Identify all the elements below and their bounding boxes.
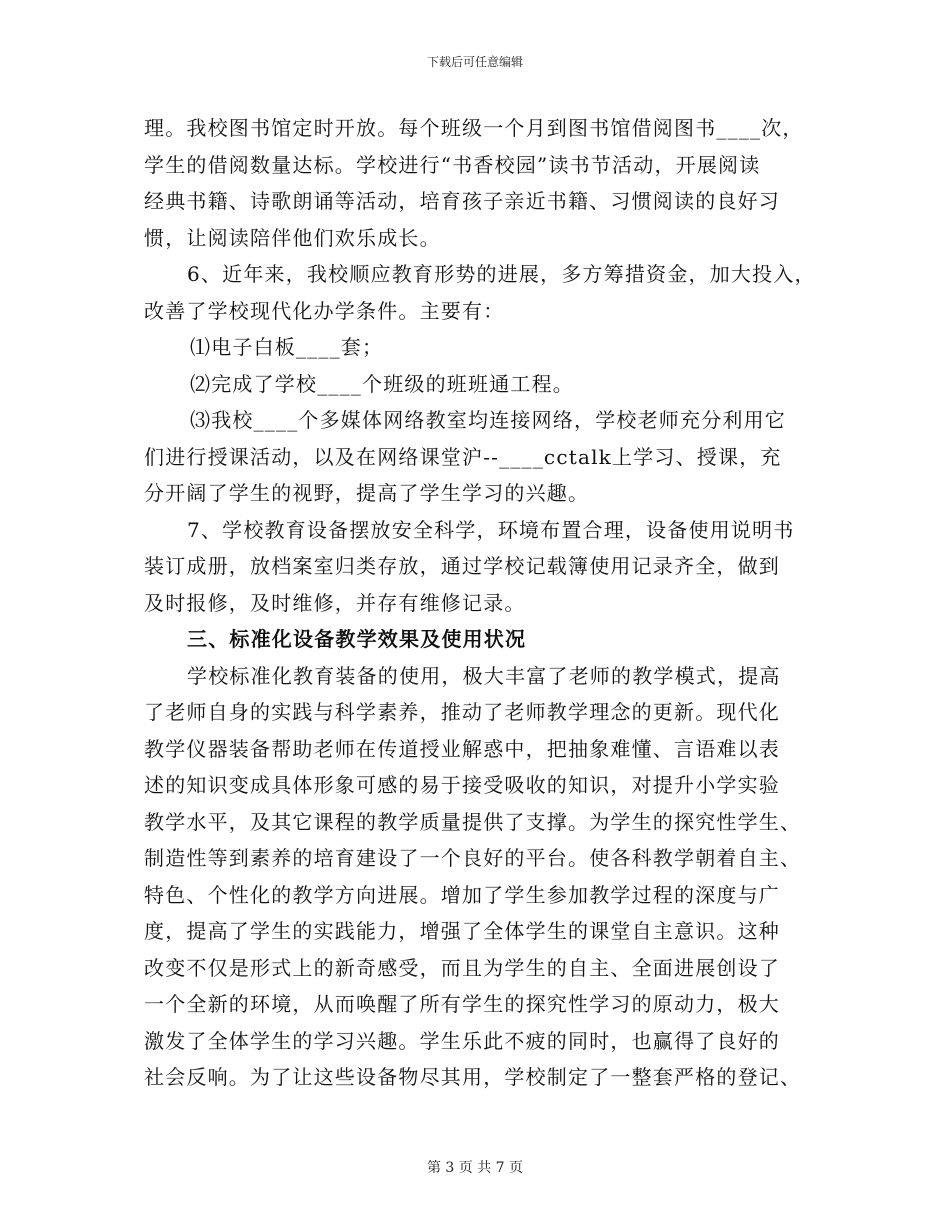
page-footer: 第 3 页 共 7 页	[426, 1160, 524, 1176]
body-line: 教学仪器装备帮助老师在传道授业解惑中，把抽象难懂、言语难以表	[144, 736, 780, 761]
body-line: 学生的借阅数量达标。学校进行“书香校园”读书节活动，开展阅读	[144, 152, 761, 177]
section-heading: 三、标准化设备教学效果及使用状况	[187, 627, 527, 651]
sub-item-1: ⑴电子白板____套；	[190, 335, 384, 359]
body-line: 教学水平，及其它课程的教学质量提供了支撑。为学生的探究性学生、	[144, 809, 802, 834]
document-body	[144, 110, 814, 1096]
body-line: 改善了学校现代化办学条件。主要有：	[144, 298, 505, 323]
body-line: 经典书籍、诗歌朗诵等活动，培育孩子亲近书籍、习惯阅读的良好习	[144, 189, 780, 213]
body-line: 们进行授课活动，以及在网络课堂沪--____cctalk上学习、授课，充	[144, 444, 782, 469]
body-line: 惯，让阅读陪伴他们欢乐成长。	[144, 225, 441, 250]
body-line: 装订成册，放档案室归类存放，通过学校记载簿使用记录齐全，做到	[144, 554, 780, 578]
body-line: 及时报修，及时维修，并存有维修记录。	[144, 590, 526, 615]
sub-item-2: ⑵完成了学校____个班级的班班通工程。	[190, 371, 574, 396]
body-line: 分开阔了学生的视野，提高了学生学习的兴趣。	[144, 481, 590, 505]
body-line: 理。我校图书馆定时开放。每个班级一个月到图书馆借阅图书____次，	[144, 116, 804, 140]
sub-item-3: ⑶我校____个多媒体网络教室均连接网络，学校老师充分利用它	[190, 408, 786, 432]
body-line: 改变不仅是形式上的新奇感受，而且为学生的自主、全面进展创设了	[144, 955, 780, 980]
list-item-7: 7、学校教育设备摆放安全科学，环境布置合理，设备使用说明书	[187, 517, 795, 542]
body-line: 述的知识变成具体形象可感的易于接受吸收的知识，对提升小学实验	[144, 773, 780, 797]
body-line: 了老师自身的实践与科学素养，推动了老师教学理念的更新。现代化	[144, 700, 780, 724]
body-line: 度，提高了学生的实践能力，增强了全体学生的课堂自主意识。这种	[144, 919, 780, 943]
list-item-6: 6、近年来，我校顺应教育形势的进展，多方筹措资金，加大投入，	[187, 262, 816, 286]
body-line: 一个全新的环境，从而唤醒了所有学生的探究性学习的原动力，极大	[144, 992, 780, 1016]
paragraph-start: 学校标准化教育装备的使用，极大丰富了老师的教学模式，提高	[187, 663, 781, 688]
body-line: 特色、个性化的教学方向进展。增加了学生参加教学过程的深度与广	[144, 882, 780, 907]
page-header: 下载后可任意编辑	[426, 55, 523, 69]
body-line: 激发了全体学生的学习兴趣。学生乐此不疲的同时，也赢得了良好的	[144, 1028, 780, 1053]
body-line: 社会反响。为了让这些设备物尽其用，学校制定了一整套严格的登记、	[144, 1065, 802, 1089]
body-line: 制造性等到素养的培育建设了一个良好的平台。使各科教学朝着自主、	[144, 846, 802, 870]
